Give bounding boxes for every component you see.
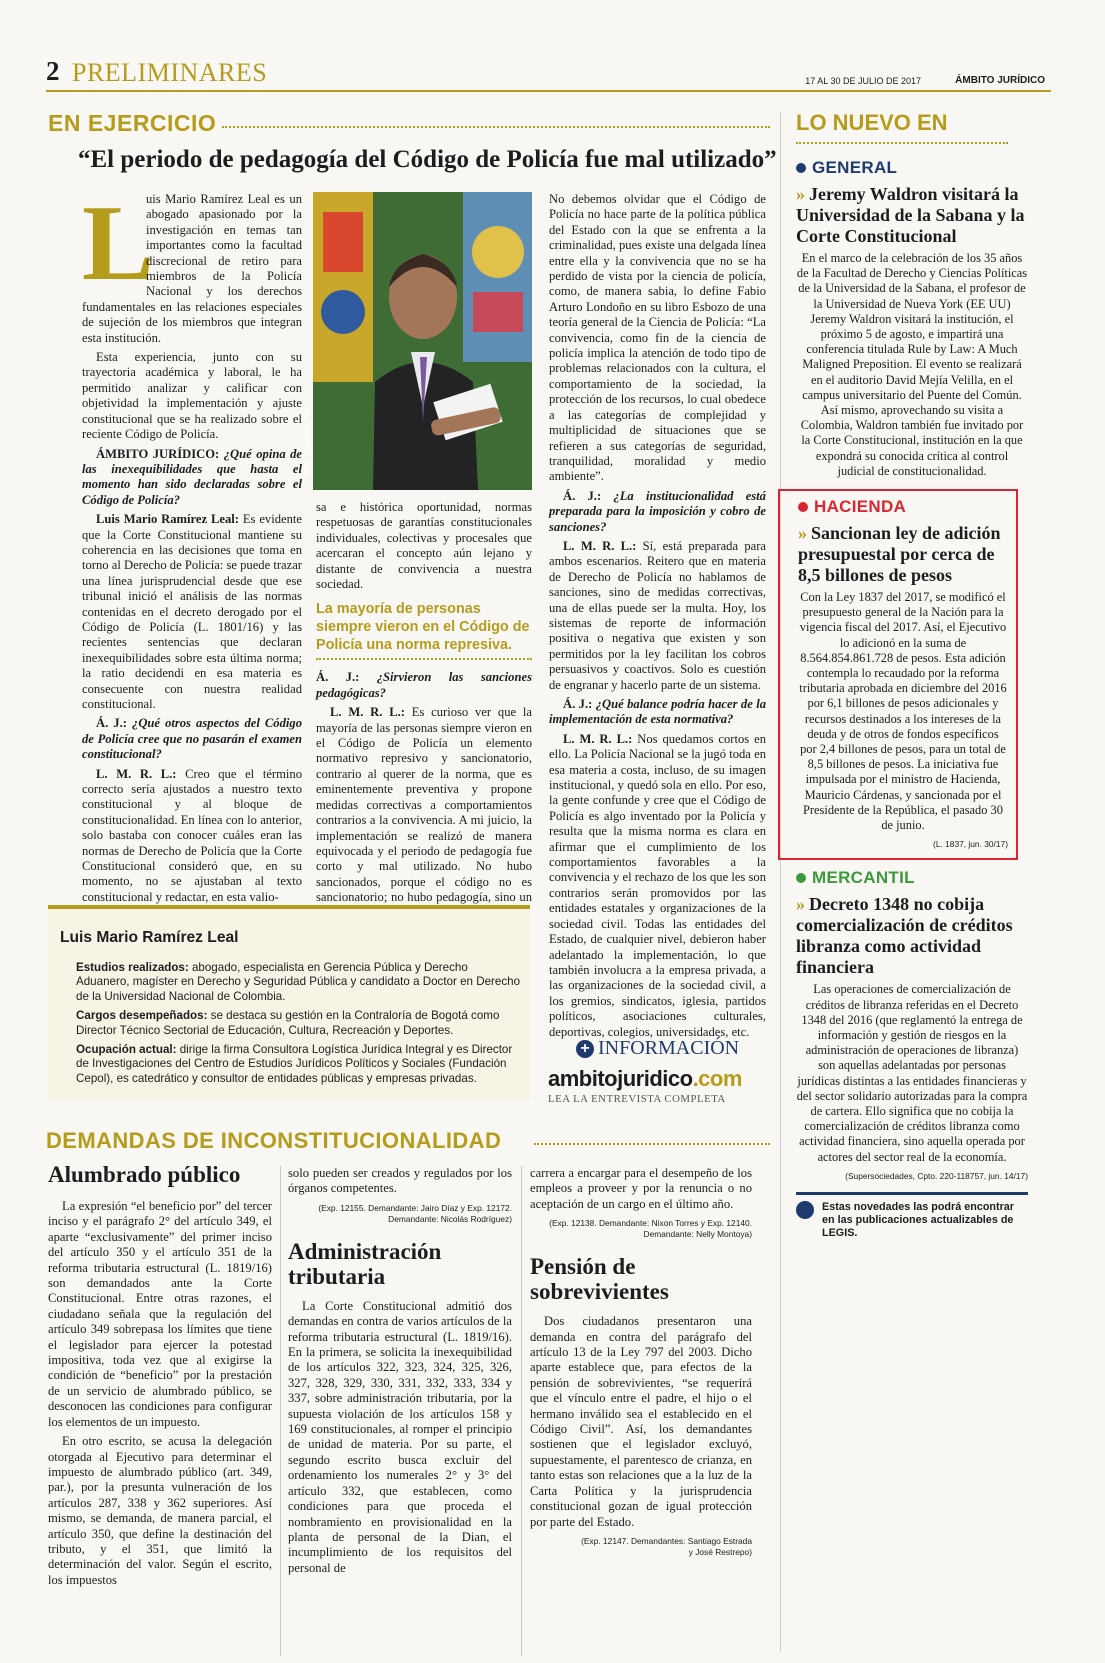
news-body: Con la Ley 1837 del 2017, se modificó el presupuesto general de la Nación para la vigencia fiscal del 2017. Así, el Ejecutivo lo adicionó en la suma de 8.564.854.861.728 de pesos. Esta adición contempla lo recaudado por la reforma tributaria aprobada en diciembre del 2016 por 6,1 billones de pesos adicionales y recursos destinados a los intereses de la deuda y de otros de fondos específicos por 2,4 billones de pesos, para un total de 8,5 billones de pesos. La iniciativa fue impulsada por el ministro de Hacienda, Mauricio Cárdenas, y sancionada por el Presidente de la República, el pasado 30 de junio. xyxy=(799,590,1007,833)
answer-speaker: L. M. R. L.: xyxy=(563,731,638,746)
headline-text: Decreto 1348 no cobija comercialización de créditos libranza como actividad financiera xyxy=(796,894,1013,978)
paragraph: uis Mario Ramírez Leal es un abogado apasionado por la investigación en temas tan importantes como la facultad discrecional de retiro para miembros de la Policía Nacional y los derechos fundamentales en las relaciones especiales de sujeción de los miembros que integran esta institución. xyxy=(82,192,302,345)
bio-row-text: abogado, especialista en Gerencia Pública y Derecho Aduanero, magíster en Derecho y Seguridad Pública y candidato a Doctor en Derecho de la Universidad Nacional de Colombia. xyxy=(76,961,521,1003)
bio-row-text: se destaca su gestión en la Contraloría de Bogotá como Director Técnico Sectorial de Educación, Cultura, Recreación y Deportes. xyxy=(76,1009,500,1037)
news-hacienda xyxy=(778,489,1018,860)
interview-question xyxy=(549,489,766,535)
news-body: Las operaciones de comercialización de créditos de libranza referidas en el Decreto 1348 del 2016 (que reglamentó la entrega de información y gestión de riesgos en la administración de operaciones de libranza) son aquellas adelantadas por personas jurídicas distintas a las entidades financieras y del sector solidario autorizadas para la compra de cartera. Ello significa que no cobija la comercialización de créditos libranza como actividad financiera, sino aquella operada por actores del sector real de la economía. xyxy=(796,982,1028,1164)
bullet-icon xyxy=(798,502,808,512)
news-headline[interactable] xyxy=(796,894,1028,978)
citation-line: y José Restrepo) xyxy=(688,1546,752,1557)
paragraph: Esta experiencia, junto con su trayectoria académica y laboral, le ha permitido analizar y calificar con objetividad la implementación y ajuste constitucional que se ha realizado sobre el reciente Código de Policía. xyxy=(82,350,302,442)
site-brand-tld: .com xyxy=(692,1066,742,1091)
kicker-dotted-rule xyxy=(222,126,770,128)
question-text: ¿Sirvieron las sanciones pedagógicas? xyxy=(316,670,532,700)
citation xyxy=(288,1203,512,1225)
question-speaker: Á. J.: xyxy=(563,488,614,503)
citation-line: (Exp. 12138. Demandante: Nixon Torres y Exp. 12140. xyxy=(549,1218,752,1229)
news-headline[interactable] xyxy=(798,523,1008,586)
info-promo[interactable] xyxy=(548,1036,768,1110)
pull-quote: La mayoría de personas siempre vieron en el Código de Policía una norma represiva. xyxy=(316,601,530,654)
portrait-photo xyxy=(304,192,532,490)
interview-column-3 xyxy=(549,192,766,1044)
interview-question xyxy=(549,697,766,728)
bio-row-text: dirige la firma Consultora Logística Jurídica Integral y es Director de Investigaciones del Centro de Estudios Jurídicos Políticos y Sociales (Fundación Cepol), es catedrático y consultor de entidades públicas y empresas privadas. xyxy=(76,1043,513,1085)
column-2-text-continued xyxy=(316,670,532,921)
question-speaker: Á. J.: xyxy=(316,670,377,685)
promo-cta[interactable]: LEA LA ENTREVISTA COMPLETA xyxy=(548,1093,726,1105)
chevron-icon: » xyxy=(798,523,807,544)
citation-line: (Exp. 12155. Demandante: Jairo Díaz y Exp. 12172. xyxy=(318,1202,512,1213)
paragraph: No debemos olvidar que el Código de Policía no hace parte de la política pública del Estado con la que se enfrenta a la criminalidad, pues existe una delgada línea entre ella y la convivencia que no se ha perdido de vista por la ciencia de policía, como, de manera sabia, lo define Fabio Arturo Londoño en su libro Esbozo de una teoría general de la Ciencia de Policía: “La convivencia, como fin de la ciencia de policía implica la atención de todo tipo de problemas relacionados con la cultura, el comportamiento de la sociedad, la protección de los recursos, lo cual obedece a las categorías de complejidad y multiplicidad de situaciones que se refieren a sus categorías de seguridad, tranquilidad, moralidad y medio ambiente”. xyxy=(549,192,766,484)
alumbrado-title: Alumbrado público xyxy=(48,1162,241,1187)
bio-name: Luis Mario Ramírez Leal xyxy=(60,929,239,946)
bullet-icon xyxy=(796,163,806,173)
admin-body: La Corte Constitucional admitió dos demandas en contra de varios artículos de la reforma tributaria estructural (L. 1819/16). En la primera, se solicita la inexequibilidad de los artículos 322, 323, 324, 325, 326, 327, 328, 329, 330, 331, 332, 333, 334 y 337, sobre administración tributaria, por la supuesta violación de los artículos 158 y 169 constitucionales, al romper el principio de unidad de materia. Por su parte, el segundo escrito busca excluir del ordenamiento los numerales 2° y 3° del artículo 332, que establecen, como condiciones para que proceda el nombramiento en provisionalidad en la planta de personal de la Dian, el incumplimiento de los requisitos del personal de xyxy=(288,1298,512,1575)
question-speaker: Á. J.: xyxy=(563,697,596,711)
answer-speaker: L. M. R. L.: xyxy=(96,766,186,781)
bio-row-label: Estudios realizados: xyxy=(76,961,192,974)
pull-quote-rule xyxy=(316,658,532,660)
paragraph: La expresión “el beneficio por” del tercer inciso y el parágrafo 2° del artículo 349, el aparte “exclusivamente” del primer inciso del artículo 350 y el artículo 351 de la reforma tributaria estructural (L. 1819/16) son demandados ante la Corte Constitucional. Entre otras razones, el ciudadano señala que la regulación del artículo 349 sobrepasa los límites que tiene el legislador para ejercer la potestad impositiva, toda vez que al exigirse la condición de “beneficio” por la prestación de un servicio de alumbrado público, se desconocen las condiciones para configurar los elementos de un impuesto. xyxy=(48,1199,272,1429)
rail xyxy=(796,96,1028,1240)
legis-icon xyxy=(796,1201,814,1219)
interview-question xyxy=(82,716,302,762)
category-general xyxy=(796,158,1028,178)
citation-line: (Exp. 12147. Demandantes: Santiago Estrada xyxy=(581,1535,752,1546)
news-mercantil xyxy=(796,868,1028,1181)
question-text: ¿La institucionalidad está preparada para la imposición y cobro de sanciones? xyxy=(549,488,766,534)
page-number: 2 xyxy=(46,56,60,86)
site-brand[interactable] xyxy=(548,1066,742,1092)
footer-note: Estas novedades las podrá encontrar en las publicaciones actualizables de LEGIS. xyxy=(822,1200,1015,1239)
brand-name: ÁMBITO JURÍDICO xyxy=(955,75,1045,86)
answer-speaker: L. M. R. L.: xyxy=(563,538,643,553)
citation-line: Demandante: Nelly Montoya) xyxy=(643,1229,752,1240)
interview-answer xyxy=(549,539,766,693)
paragraph: En otro escrito, se acusa la delegación otorgada al Ejecutivo para determinar el impuesto de alumbrado público (art. 349, par.), por la presunta vulneración de los artículos 287, 338 y 362 superiores. Así mismo, se demanda, de manera parcial, el artículo 350, que define la destinación del tributo, y el 351, que limitó la determinación del valor. Según el escrito, los impuestos xyxy=(48,1434,272,1587)
question-speaker: Á. J.: xyxy=(96,716,133,731)
demandas-banner: DEMANDAS DE INCONSTITUCIONALIDAD xyxy=(46,1128,502,1153)
news-body: En el marco de la celebración de los 35 años de la Facultad de Derecho y Ciencias Políticas de la Universidad de la Sabana, el profesor de la Universidad de Nueva York (EE UU) Jeremy Waldron visitará la institución, el próximo 5 de agosto, e impartirá una conferencia titulada Rule by Law: A Much Maligned Preposition. El evento se realizará en el auditorio David Mejía Velilla, en el campus universitario del Puente del Común. Así mismo, aprovechando su visita a Colombia, Waldron también fue invitado por la Corte Constitucional, institución en la que expondrá su conocida crítica al control judicial de constitucionalidad. xyxy=(796,251,1028,478)
interview-question xyxy=(316,670,532,701)
citation: (Supersociedades, Cpto. 220-118757, jun. 14/17) xyxy=(845,1170,1028,1181)
question-text: ¿Qué otros aspectos del Código de Policía cree que no pasarán el examen constitucional? xyxy=(82,716,302,762)
interview-answer xyxy=(82,512,302,712)
citation xyxy=(530,1536,752,1558)
headline-text: Jeremy Waldron visitará la Universidad de la Sabana y la Corte Constitucional xyxy=(796,184,1025,246)
citation xyxy=(530,1218,752,1240)
bio-details xyxy=(76,961,521,1091)
rail-footer xyxy=(796,1192,1028,1240)
category-label: MERCANTIL xyxy=(812,868,915,888)
masthead-rule xyxy=(46,90,1051,92)
tail-text: carrera a encargar para el desempeño de los empleos a proveer y por la renuncia o no aceptación de un cargo en el último año. xyxy=(530,1166,752,1211)
column-divider xyxy=(521,1166,522,1656)
question-speaker: ÁMBITO JURÍDICO: xyxy=(96,446,224,461)
pension-body: Dos ciudadanos presentaron una demanda en contra del parágrafo del artículo 13 de la Ley 797 del 2003. Dicho aparte establece que, para efectos de la pensión de sobrevivientes, “se requerirá que el vínculo entre el padre, el hijo o el hermano inválido sea el establecido en el Código Civil”. Así, los demandantes sostienen que el legislador excluyó, supuestamente, el parentesco de crianza, en tanto estas son relaciones que a la luz de la Carta Política y la jurisprudencia constitucional gozan de igual protección por parte del Estado. xyxy=(530,1314,752,1529)
info-label: INFORMACIÓN xyxy=(598,1037,740,1059)
chevron-icon: » xyxy=(796,894,805,915)
rail-title-rule xyxy=(796,142,1008,144)
citation-line: Demandante: Nicolás Rodríguez) xyxy=(388,1213,512,1224)
interview-kicker: EN EJERCICIO xyxy=(48,110,217,136)
site-brand-name: ambitojuridico xyxy=(548,1066,693,1091)
answer-text: Es evidente que la Corte Constitucional mantiene su coherencia en las decisiones que toma en torno al Derecho de Policía: se puede trazar una línea jurisprudencial desde que ese tribunal inició el análisis de las normas contenidas en el decreto derogado por el Código de Policía (L. 1801/16) y las recientes sentencias que declaran inexequibilidades sobre esta última norma; la ratio decidendi en esa materia es consecuente con nuestra realidad constitucional. xyxy=(82,512,302,711)
bio-row-label: Cargos desempeñados: xyxy=(76,1009,211,1023)
category-label: GENERAL xyxy=(812,158,898,177)
headline-text: Sancionan ley de adición presupuestal por cerca de 8,5 billones de pesos xyxy=(798,523,1001,586)
pension-title: Pensión de sobrevivientes xyxy=(530,1254,669,1305)
bio-box xyxy=(48,909,530,1099)
banner-dotted-rule xyxy=(534,1143,770,1145)
paragraph: sa e histórica oportunidad, normas respetuosas de garantías constitucionales individuales, colectivas y procesales que acercaran el concepto aún lejano y distante de convivencia a nuestra sociedad. xyxy=(316,500,532,592)
answer-text: Nos quedamos cortos en ello. La Policía Nacional se la jugó toda en esa materia a costa, incluso, de su imagen institucional, y quedó sola en ello. Por eso, la gente confunde y cree que el Código de Policía es algo inventado por la Policía y resulta que la misma norma es clara en afirmar que el cumplimiento de los comportamientos favorables a la convivencia y el rechazo de los que les son contrarios serán promovidos por las entidades estatales y organizaciones de la sociedad civil. Todas las entidades del Estado, de cualquier nivel, debieron haber adelantado la implementación, lo que también involucra a la empresa privada, a las organizaciones de la sociedad civil, a los gremios, sindicatos, iglesia, partidos políticos, asociaciones culturales, deportivas, colegios, universidades, etc. xyxy=(549,731,766,1039)
interview-answer xyxy=(316,705,532,921)
category-hacienda xyxy=(798,497,1008,517)
answer-speaker: Luis Mario Ramírez Leal: xyxy=(96,512,243,527)
answer-text: Sí, está preparada para ambos escenarios. Reitero que en materia de Derecho de Policía no hablamos de sanciones, sino de medidas correctivas, una de ellas puede ser la multa. Hoy, los sistemas de reporte de información positiva o negativa que existen y son permitidos por la ley facilitan los cobros persuasivos y coactivos. Solo es cuestión de engranar y hacerlo parte de un sistema. xyxy=(549,538,767,692)
interview-column-1 xyxy=(82,184,303,909)
bullet-icon xyxy=(796,873,806,883)
interview-headline: “El periodo de pedagogía del Código de Policía fue mal utilizado” xyxy=(78,146,777,173)
interview-column-2 xyxy=(316,500,532,925)
admin-title: Administración tributaria xyxy=(288,1238,442,1289)
photo-credit: FOTO: Humberto Pinto xyxy=(304,406,311,478)
plus-icon: + xyxy=(576,1040,594,1058)
column-divider xyxy=(280,1166,281,1656)
section-name: PRELIMINARES xyxy=(72,58,268,87)
issue-date: 17 AL 30 DE JULIO DE 2017 xyxy=(805,76,921,86)
tail-text: solo pueden ser creados y regulados por los órganos competentes. xyxy=(288,1166,512,1196)
rail-title: LO NUEVO EN xyxy=(796,110,948,135)
category-mercantil xyxy=(796,868,1028,888)
interview-question xyxy=(82,447,302,509)
bio-row-label: Ocupación actual: xyxy=(76,1043,180,1057)
interview-answer xyxy=(82,767,302,906)
bio-row xyxy=(76,961,521,1004)
demandas-column-1 xyxy=(48,1162,272,1592)
news-general xyxy=(796,158,1028,479)
news-headline[interactable] xyxy=(796,184,1028,247)
demandas-column-3 xyxy=(530,1166,752,1558)
bio-row xyxy=(76,1043,521,1086)
portrait-illustration xyxy=(313,192,532,490)
demandas-column-2 xyxy=(288,1166,512,1580)
masthead xyxy=(46,56,1051,90)
chevron-icon: » xyxy=(796,184,805,204)
column-2-text xyxy=(316,500,532,592)
question-text: ¿Qué opina de las inexequibilidades que hasta el momento han sido declaradas sobre el Código de Policía? xyxy=(82,446,303,507)
answer-speaker: L. M. R. L.: xyxy=(330,705,412,720)
answer-text: Creo que el término correcto sería ajustados a nuestro texto constitucional y al bloque de constitucionalidad. En línea con lo anterior, solo bastaba con conocer cuáles eran las normas de Derecho de Policía que la Corte Constitucional consideró que, en su momento, no se ajustaban al texto constitucional y redactar, en esta valio- xyxy=(82,766,302,904)
answer-text: Es curioso ver que la mayoría de las personas siempre vieron en el Código de Policía un elemento normativo represivo y sancionatorio, contrario al querer de la norma, que es eminentemente preventiva y propone medidas correctivas a comportamientos contrarios a la convivencia. A mi juicio, la implementación se realizó de manera equivocada y el periodo de pedagogía fue corto y mal utilizado. No hubo sancionados, porque el código no es sancionatorio; no hubo pedagogía, sino un xyxy=(316,705,532,905)
bio-row xyxy=(76,1009,521,1038)
column-3-text xyxy=(549,192,766,1040)
dropcap-letter: L xyxy=(82,184,155,303)
alumbrado-body xyxy=(48,1199,272,1588)
citation: (L. 1837, jun. 30/17) xyxy=(933,839,1008,850)
interview-answer xyxy=(549,732,766,1040)
rail-divider xyxy=(780,112,781,1652)
category-label: HACIENDA xyxy=(814,497,907,517)
dropcap xyxy=(82,184,155,303)
question-text: ¿Qué balance podría hacer de la implementación de esta normativa? xyxy=(549,697,766,727)
